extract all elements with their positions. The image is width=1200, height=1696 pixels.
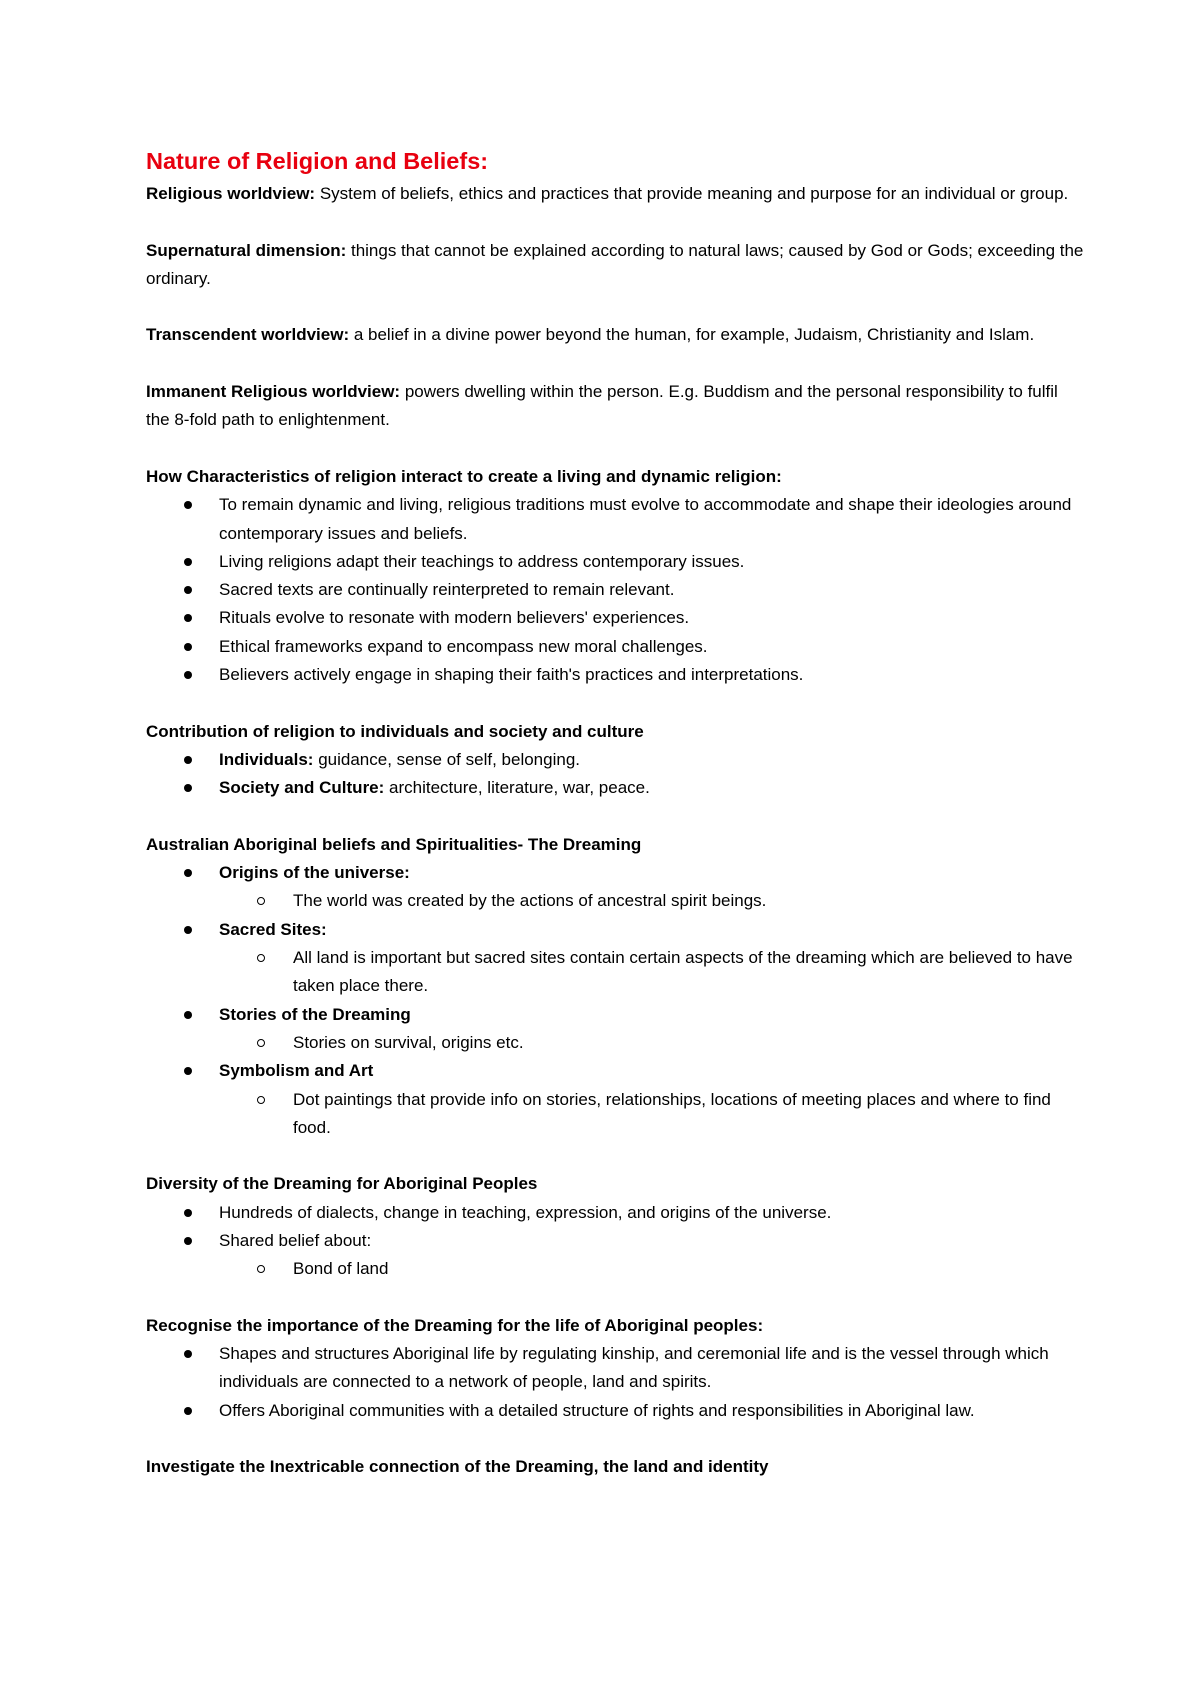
bullet-icon: [184, 1067, 192, 1075]
bullet-icon: [184, 869, 192, 877]
definition-text: powers dwelling within the person. E.g. Buddism and the personal responsibility to fulfil the 8-fold path to enlightenment.: [146, 382, 1058, 430]
section-diversity: [146, 1170, 1086, 1283]
list-item: [146, 633, 1086, 661]
list-item: [146, 491, 1086, 548]
list-item: [146, 604, 1086, 632]
bullet-icon: [184, 614, 192, 622]
section-heading: [146, 831, 1086, 859]
section-heading-text: Contribution of religion to individuals and society and culture: [146, 721, 644, 741]
bullet-icon: [184, 756, 192, 764]
sub-list-item: [146, 1255, 1086, 1283]
bullet-icon: [184, 1011, 192, 1019]
definition-term: Religious worldview:: [146, 184, 316, 203]
list-item-label: Sacred Sites:: [219, 919, 327, 939]
definition-supernatural-dimension: [146, 237, 1086, 294]
definition-text: things that cannot be explained according to natural laws; caused by God or Gods; exceeding the ordinary.: [146, 240, 1084, 288]
bullet-icon: [184, 926, 192, 934]
list-item-label: Symbolism and Art: [219, 1061, 374, 1081]
circle-bullet-icon: [257, 897, 265, 905]
list-item: [146, 1227, 1086, 1255]
circle-bullet-icon: [257, 1096, 265, 1104]
section-heading: [146, 718, 1086, 746]
list-item-text: Ethical frameworks expand to encompass new moral challenges.: [219, 636, 708, 656]
list-item: [146, 548, 1086, 576]
section-heading: [146, 1312, 1086, 1340]
list-item-text: Bond of land: [293, 1259, 389, 1279]
sub-list-item: [146, 1086, 1086, 1143]
list-item: [146, 1199, 1086, 1227]
bullet-icon: [184, 1350, 192, 1358]
sub-list-item: [146, 1029, 1086, 1057]
section-importance: [146, 1312, 1086, 1425]
list-item: [146, 661, 1086, 689]
definition-transcendent-worldview: [146, 321, 1086, 349]
circle-bullet-icon: [257, 954, 265, 962]
bullet-icon: [184, 501, 192, 509]
list-item-text: Shared belief about:: [219, 1230, 372, 1250]
bullet-icon: [184, 643, 192, 651]
section-heading-text: Australian Aboriginal beliefs and Spiritualities- The Dreaming: [146, 834, 642, 854]
list-item-text: Stories on survival, origins etc.: [293, 1032, 524, 1052]
circle-bullet-icon: [257, 1039, 265, 1047]
list-item: [146, 916, 1086, 944]
definition-religious-worldview: [146, 180, 1086, 208]
definition-text: System of beliefs, ethics and practices that provide meaning and purpose for an individual or group.: [315, 184, 1069, 203]
list-item: [146, 859, 1086, 887]
bullet-icon: [184, 558, 192, 566]
list-item: [146, 1057, 1086, 1085]
bullet-icon: [184, 1407, 192, 1415]
definition-immanent-worldview: [146, 378, 1086, 435]
definition-term: Transcendent worldview:: [146, 325, 350, 345]
section-heading: [146, 1170, 1086, 1198]
list-item: [146, 1001, 1086, 1029]
circle-bullet-icon: [257, 1265, 265, 1273]
list-item-text: Sacred texts are continually reinterpreted to remain relevant.: [219, 580, 675, 600]
list-item-text: guidance, sense of self, belonging.: [313, 749, 580, 769]
bullet-icon: [184, 671, 192, 679]
list-item-text: Believers actively engage in shaping their faith's practices and interpretations.: [219, 665, 804, 685]
bullet-list: [146, 491, 1086, 689]
list-item-label: Origins of the universe:: [219, 863, 410, 883]
bullet-list: [146, 746, 1086, 803]
list-item-text: Shapes and structures Aboriginal life by regulating kinship, and ceremonial life and is the vessel through which individuals are connected to a network of people, land and spirits.: [219, 1344, 1049, 1392]
section-heading-text: Investigate the Inextricable connection of the Dreaming, the land and identity: [146, 1457, 769, 1477]
section-heading-text: Diversity of the Dreaming for Aboriginal Peoples: [146, 1174, 538, 1194]
page-title: Nature of Religion and Beliefs:: [146, 148, 489, 174]
bullet-icon: [184, 1209, 192, 1217]
list-item: [146, 746, 1086, 774]
bullet-list: [146, 1340, 1086, 1425]
definition-term: Immanent Religious worldview:: [146, 382, 401, 402]
document-content: [146, 146, 1086, 1482]
list-item-text: Dot paintings that provide info on stories, relationships, locations of meeting places and where to find food.: [293, 1089, 1051, 1137]
list-item-text: Hundreds of dialects, change in teaching, expression, and origins of the universe.: [219, 1202, 832, 1222]
list-item: [146, 1397, 1086, 1425]
list-item-label: Stories of the Dreaming: [219, 1004, 411, 1024]
list-item-text: All land is important but sacred sites contain certain aspects of the dreaming which are believed to have taken place there.: [293, 948, 1073, 996]
bullet-icon: [184, 586, 192, 594]
section-connection: [146, 1453, 1086, 1481]
bullet-list: [146, 1199, 1086, 1284]
list-item-text: Offers Aboriginal communities with a detailed structure of rights and responsibilities in Aboriginal law.: [219, 1400, 975, 1420]
section-heading: [146, 463, 1086, 491]
list-item-term: Society and Culture:: [219, 778, 385, 798]
list-item-text: architecture, literature, war, peace.: [384, 778, 650, 798]
section-contribution: [146, 718, 1086, 803]
list-item: [146, 774, 1086, 802]
list-item-text: Rituals evolve to resonate with modern believers' experiences.: [219, 608, 690, 628]
bullet-list: [146, 859, 1086, 1142]
definition-term: Supernatural dimension:: [146, 240, 347, 260]
bullet-icon: [184, 1237, 192, 1245]
section-heading: [146, 1453, 1086, 1481]
list-item-text: To remain dynamic and living, religious traditions must evolve to accommodate and shape their ideologies around contemporary issues and beliefs.: [219, 495, 1072, 543]
section-characteristics: [146, 463, 1086, 689]
sub-list-item: [146, 887, 1086, 915]
list-item-term: Individuals:: [219, 749, 314, 769]
section-heading-text: Recognise the importance of the Dreaming for the life of Aboriginal peoples:: [146, 1315, 764, 1335]
list-item-text: Living religions adapt their teachings to address contemporary issues.: [219, 551, 745, 571]
list-item: [146, 1340, 1086, 1397]
list-item-text: The world was created by the actions of ancestral spirit beings.: [293, 891, 767, 911]
bullet-icon: [184, 784, 192, 792]
section-dreaming: [146, 831, 1086, 1142]
definition-text: a belief in a divine power beyond the human, for example, Judaism, Christianity and Islam.: [349, 325, 1035, 345]
section-heading-text: How Characteristics of religion interact to create a living and dynamic religion:: [146, 466, 782, 486]
list-item: [146, 576, 1086, 604]
sub-list-item: [146, 944, 1086, 1001]
